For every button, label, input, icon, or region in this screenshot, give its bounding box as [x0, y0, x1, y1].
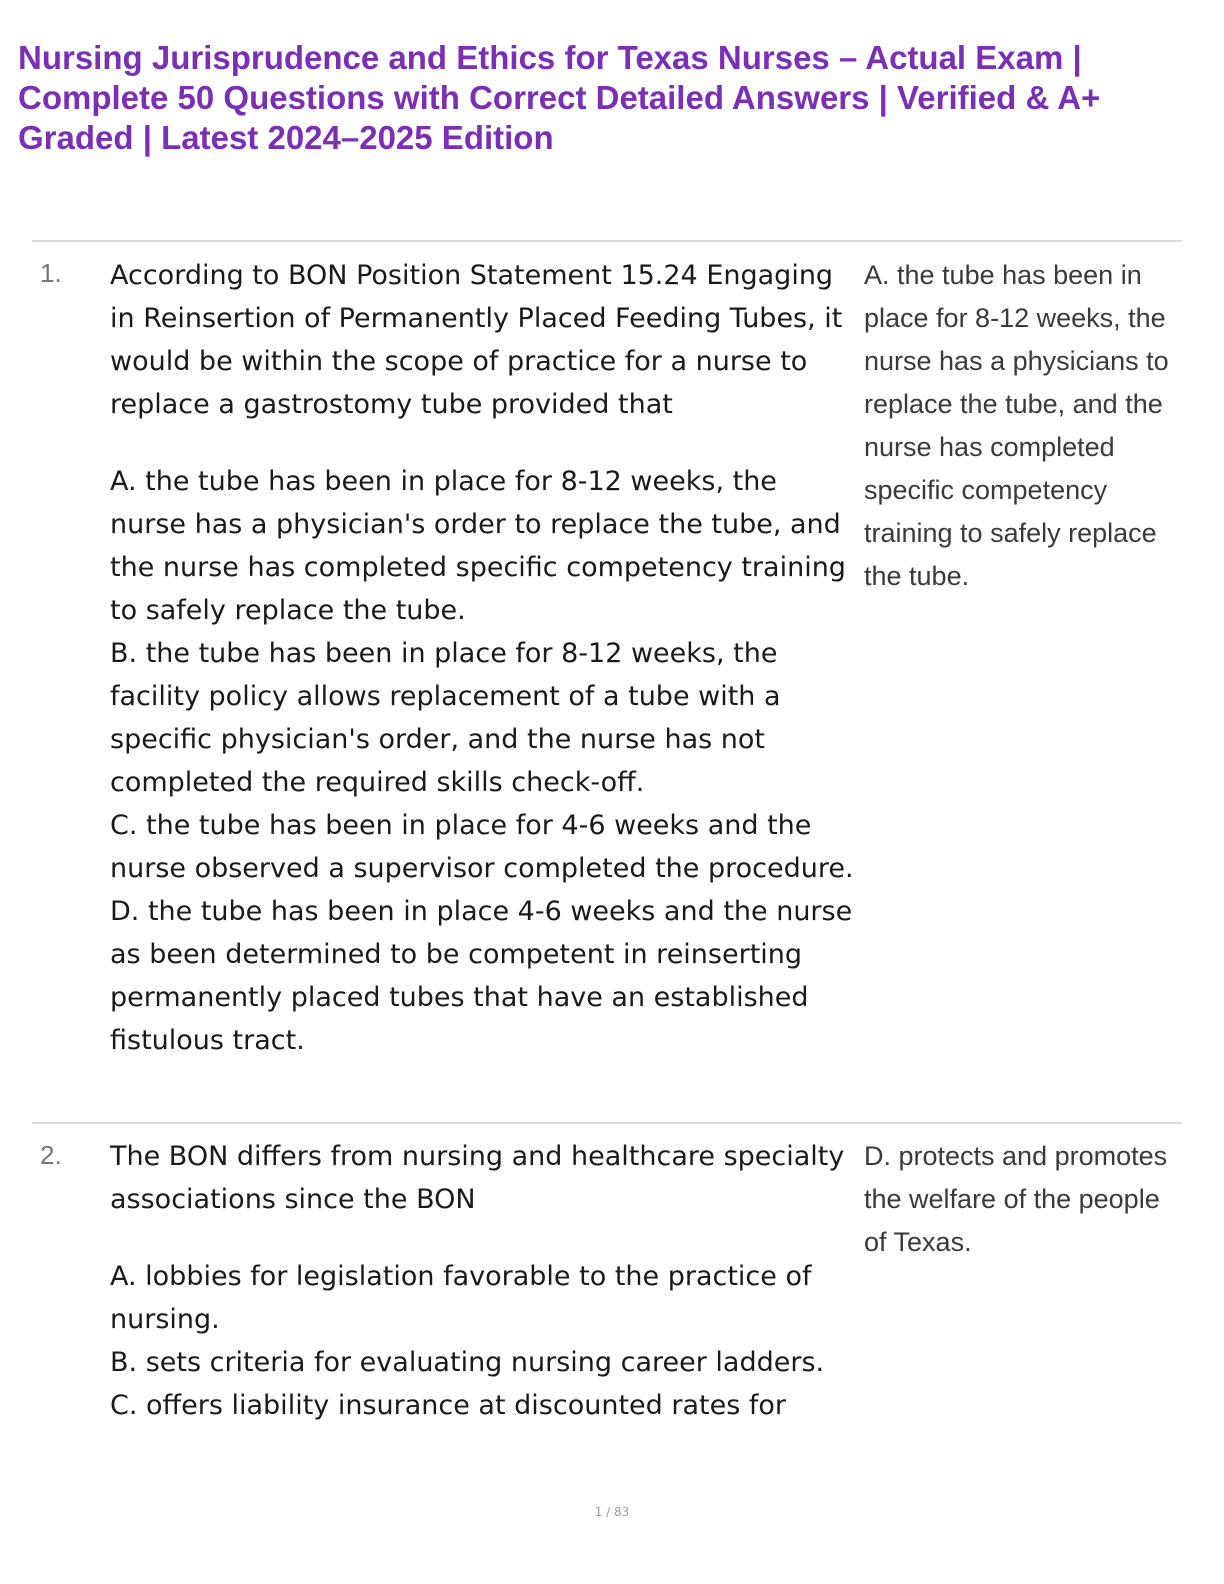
options-list — [110, 460, 860, 1062]
question-1 — [110, 254, 860, 1062]
question-stem: The BON differs from nursing and healthcare specialty associations since the BON — [110, 1141, 845, 1215]
question-2 — [110, 1135, 860, 1427]
document-title: Nursing Jurisprudence and Ethics for Texas Nurses – Actual Exam | Complete 50 Questions with Correct Detailed Answers | Verified & A+ Graded | Latest 2024–2025 Edition — [18, 39, 1101, 156]
question-stem: According to BON Position Statement 15.24 Engaging in Reinsertion of Permanently Placed Feeding Tubes, it would be within the scope of practice for a nurse to replace a gastrostomy tube provided that — [110, 260, 843, 420]
option-c: C. offers liability insurance at discounted rates for — [110, 1390, 786, 1421]
answer-1: A. the tube has been in place for 8-12 weeks, the nurse has a physicians to replace the tube, and the nurse has completed specific competency training to safely replace the tube. — [864, 260, 1169, 591]
option-b: B. the tube has been in place for 8-12 weeks, the facility policy allows replacement of a tube with a specific physician's order, and the nurse has not completed the required skills check-off. — [110, 638, 781, 798]
answer-2: D. protects and promotes the welfare of the people of Texas. — [864, 1141, 1168, 1257]
row-divider — [32, 240, 1182, 242]
option-a: A. lobbies for legislation favorable to the practice of nursing. — [110, 1261, 812, 1335]
row-divider — [32, 1122, 1182, 1124]
question-number: 2. — [40, 1140, 62, 1170]
options-list — [110, 1255, 860, 1427]
question-number: 1. — [40, 258, 62, 288]
option-d: D. the tube has been in place 4-6 weeks and the nurse as been determined to be competent in reinserting permanently placed tubes that have an established fistulous tract. — [110, 896, 853, 1056]
page-indicator: 1 / 83 — [594, 1505, 630, 1519]
option-a: A. the tube has been in place for 8-12 weeks, the nurse has a physician's order to replace the tube, and the nurse has completed specific competency training to safely replace the tube. — [110, 466, 846, 626]
option-c: C. the tube has been in place for 4-6 weeks and the nurse observed a supervisor completed the procedure. — [110, 810, 854, 884]
option-b: B. sets criteria for evaluating nursing career ladders. — [110, 1347, 825, 1378]
